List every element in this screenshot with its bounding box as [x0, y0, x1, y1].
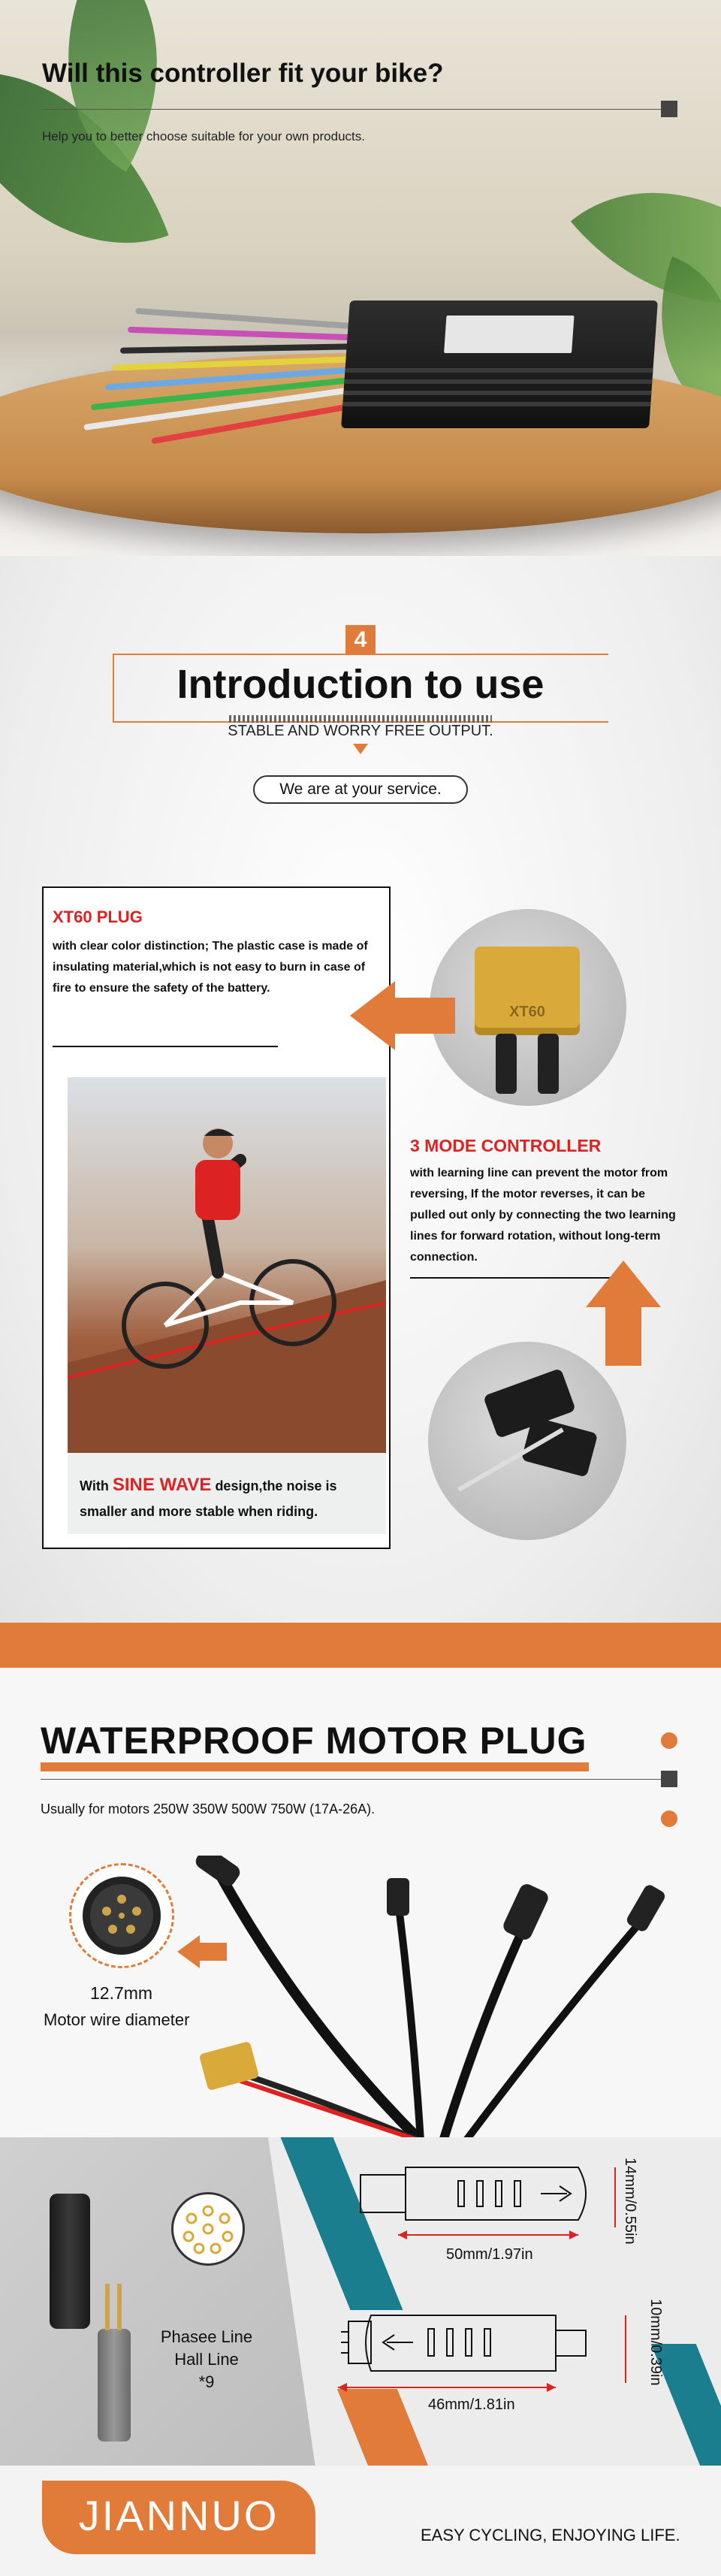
dim1-height: 14mm/0.55in — [622, 2158, 638, 2245]
arrow-up-shaft — [605, 1306, 641, 1366]
arrow-left-shaft — [395, 998, 455, 1034]
hero-section — [0, 0, 721, 556]
xt60-wire-red — [496, 1034, 517, 1094]
square-mark — [661, 1771, 677, 1787]
orange-dot — [661, 1810, 677, 1827]
card-divider — [53, 1046, 278, 1047]
orange-dot — [661, 1732, 677, 1749]
xt60-heading: XT60 PLUG — [53, 907, 143, 926]
hatch-decoration — [229, 715, 492, 723]
cyclist-illustration — [68, 1077, 386, 1453]
xt60-wire-black — [538, 1034, 559, 1094]
hall-plug-pin — [117, 2284, 122, 2330]
controller-device — [341, 300, 658, 428]
dim1-width: 50mm/1.97in — [446, 2246, 533, 2263]
sine-suffix: design,the noise is smaller and more stable when riding. — [80, 1478, 337, 1519]
xt60-description: with clear color distinction; The plastic case is made of insulating material,which is not easy to burn in case of fire to ensure the safety of the battery. — [53, 940, 368, 995]
waterproof-section — [0, 1668, 721, 2576]
controller-label-sticker — [444, 316, 574, 353]
intro-subtitle: STABLE AND WORRY FREE OUTPUT. — [228, 723, 493, 739]
cyclist-photo — [68, 1077, 386, 1453]
hall-plug-gray-body — [98, 2329, 131, 2442]
triangle-marker-icon — [353, 744, 368, 754]
sine-highlight: SINE WAVE — [112, 1475, 212, 1495]
arrow-up-icon — [586, 1261, 661, 1307]
step-number-badge: 4 — [345, 625, 376, 655]
plug-size-value: 12.7mm — [90, 1983, 153, 2003]
xt60-plug-icon — [475, 947, 580, 1035]
orange-separator — [0, 1623, 721, 1668]
hall-line-label: Hall Line — [174, 2350, 239, 2369]
hero-title: Will this controller fit your bike? — [42, 59, 444, 88]
phase-hall-labels — [143, 2326, 270, 2393]
waterproof-subtitle: Usually for motors 250W 350W 500W 750W (17A-26A). — [41, 1801, 376, 1816]
footer-slogan: EASY CYCLING, ENJOYING LIFE. — [421, 2526, 680, 2544]
service-pill: We are at your service. — [253, 775, 468, 804]
hero-subtitle: Help you to better choose suitable for your own products. — [42, 129, 365, 143]
brand-logo-text: JIANNUO — [78, 2492, 279, 2539]
hero-divider — [42, 109, 673, 110]
hall-connector-face-icon — [171, 2192, 245, 2266]
hall-plug-pin — [105, 2284, 110, 2330]
sine-prefix: With — [80, 1478, 109, 1493]
feature-card — [42, 886, 391, 1549]
arrow-left-icon — [350, 981, 395, 1050]
motor-cable-illustration — [195, 1856, 676, 2141]
title-underline — [41, 1762, 589, 1771]
dim2-height-bar — [625, 2315, 626, 2383]
footer-section — [0, 2466, 721, 2576]
phase-line-label: Phasee Line — [160, 2327, 253, 2346]
hall-count-label: *9 — [198, 2372, 215, 2391]
intro-title: Introduction to use — [176, 662, 545, 707]
xt60-plug-label: XT60 — [509, 1004, 545, 1020]
plug-dimension-diagram-1 — [353, 2152, 608, 2242]
hall-plug-icon — [50, 2194, 90, 2329]
plug-size-description: Motor wire diameter — [44, 2010, 190, 2029]
diagram-gray-panel — [0, 2137, 315, 2468]
sine-wave-caption — [80, 1472, 380, 1524]
waterproof-title: WATERPROOF MOTOR PLUG — [41, 1720, 587, 1762]
dim1-height-bar — [614, 2167, 616, 2227]
dim2-height: 10mm/0.39in — [647, 2299, 664, 2386]
mode-controller-heading: 3 MODE CONTROLLER — [410, 1136, 602, 1155]
motor-plug-face-icon — [83, 1877, 161, 1955]
mode-controller-description: with learning line can prevent the motor from reversing, If the motor reverses, it can be pulled out only by connecting the two learning lines for forward rotation, without long-term connection. — [410, 1167, 676, 1264]
intro-section — [0, 556, 721, 1623]
hero-square-mark — [661, 101, 677, 117]
plug-dimension-diagram-2 — [330, 2299, 601, 2396]
waterproof-divider — [41, 1779, 671, 1780]
dim2-width: 46mm/1.81in — [428, 2396, 515, 2413]
